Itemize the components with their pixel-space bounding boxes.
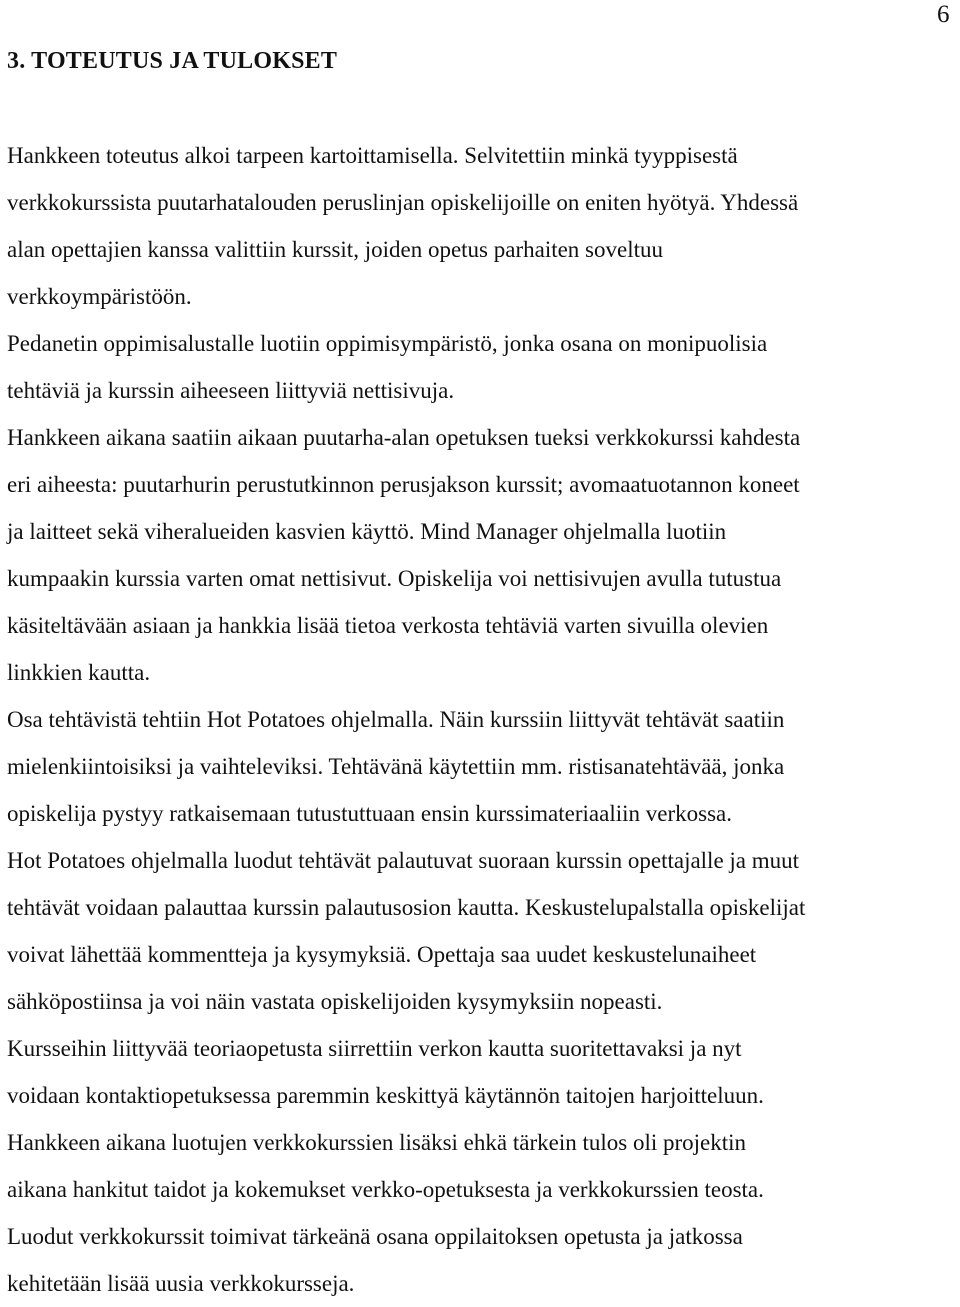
text-line: voidaan kontaktiopetuksessa paremmin keskittyä käytännön taitojen harjoitteluun. <box>7 1083 764 1108</box>
text-line: Hankkeen aikana saatiin aikaan puutarha-alan opetuksen tueksi verkkokurssi kahdesta <box>7 425 801 450</box>
text-line: sähköpostiinsa ja voi näin vastata opiskelijoiden kysymyksiin nopeasti. <box>7 989 663 1014</box>
text-line: linkkien kautta. <box>7 660 151 685</box>
paragraph <box>7 132 957 320</box>
paragraph <box>7 837 957 1025</box>
paragraph <box>7 696 957 837</box>
text-line: Osa tehtävistä tehtiin Hot Potatoes ohjelmalla. Näin kurssiin liittyvät tehtävät saatiin <box>7 707 785 732</box>
text-line: kumpaakin kurssia varten omat nettisivut. Opiskelija voi nettisivujen avulla tutustua <box>7 566 782 591</box>
text-line: Kursseihin liittyvää teoriaopetusta siirrettiin verkon kautta suoritettavaksi ja nyt <box>7 1036 742 1061</box>
text-line: käsiteltävään asiaan ja hankkia lisää tietoa verkosta tehtäviä varten sivuilla olevien <box>7 613 769 638</box>
text-line: opiskelija pystyy ratkaisemaan tutustuttuaan ensin kurssimateriaaliin verkossa. <box>7 801 732 826</box>
paragraph <box>7 1025 957 1119</box>
text-line: Pedanetin oppimisalustalle luotiin oppimisympäristö, jonka osana on monipuolisia <box>7 331 768 356</box>
text-line: Hot Potatoes ohjelmalla luodut tehtävät palautuvat suoraan kurssin opettajalle ja muut <box>7 848 800 873</box>
text-line: kehitetään lisää uusia verkkokursseja. <box>7 1271 355 1296</box>
paragraph <box>7 414 957 696</box>
section-heading: 3. TOTEUTUS JA TULOKSET <box>7 48 338 74</box>
paragraph <box>7 320 957 414</box>
body-text <box>7 132 957 1307</box>
text-line: verkkokurssista puutarhatalouden peruslinjan opiskelijoille on eniten hyötyä. Yhdessä <box>7 190 799 215</box>
text-line: tehtävät voidaan palauttaa kurssin palautusosion kautta. Keskustelupalstalla opiskelijat <box>7 895 806 920</box>
text-line: Hankkeen aikana luotujen verkkokurssien lisäksi ehkä tärkein tulos oli projektin <box>7 1130 747 1155</box>
text-line: mielenkiintoisiksi ja vaihteleviksi. Tehtävänä käytettiin mm. ristisanatehtävää, jonka <box>7 754 785 779</box>
text-line: tehtäviä ja kurssin aiheeseen liittyviä nettisivuja. <box>7 378 455 403</box>
text-line: ja laitteet sekä viheralueiden kasvien käyttö. Mind Manager ohjelmalla luotiin <box>7 519 727 544</box>
text-line: Luodut verkkokurssit toimivat tärkeänä osana oppilaitoksen opetusta ja jatkossa <box>7 1224 743 1249</box>
text-line: alan opettajien kanssa valittiin kurssit, joiden opetus parhaiten soveltuu <box>7 237 663 262</box>
text-line: eri aiheesta: puutarhurin perustutkinnon perusjakson kurssit; avomaatuotannon koneet <box>7 472 800 497</box>
text-line: aikana hankitut taidot ja kokemukset verkko-opetuksesta ja verkkokurssien teosta. <box>7 1177 764 1202</box>
text-line: Hankkeen toteutus alkoi tarpeen kartoittamisella. Selvitettiin minkä tyyppisestä <box>7 143 738 168</box>
text-line: voivat lähettää kommentteja ja kysymyksiä. Opettaja saa uudet keskustelunaiheet <box>7 942 757 967</box>
text-line: verkkoympäristöön. <box>7 284 192 309</box>
page-number: 6 <box>937 1 950 28</box>
paragraph <box>7 1119 957 1307</box>
